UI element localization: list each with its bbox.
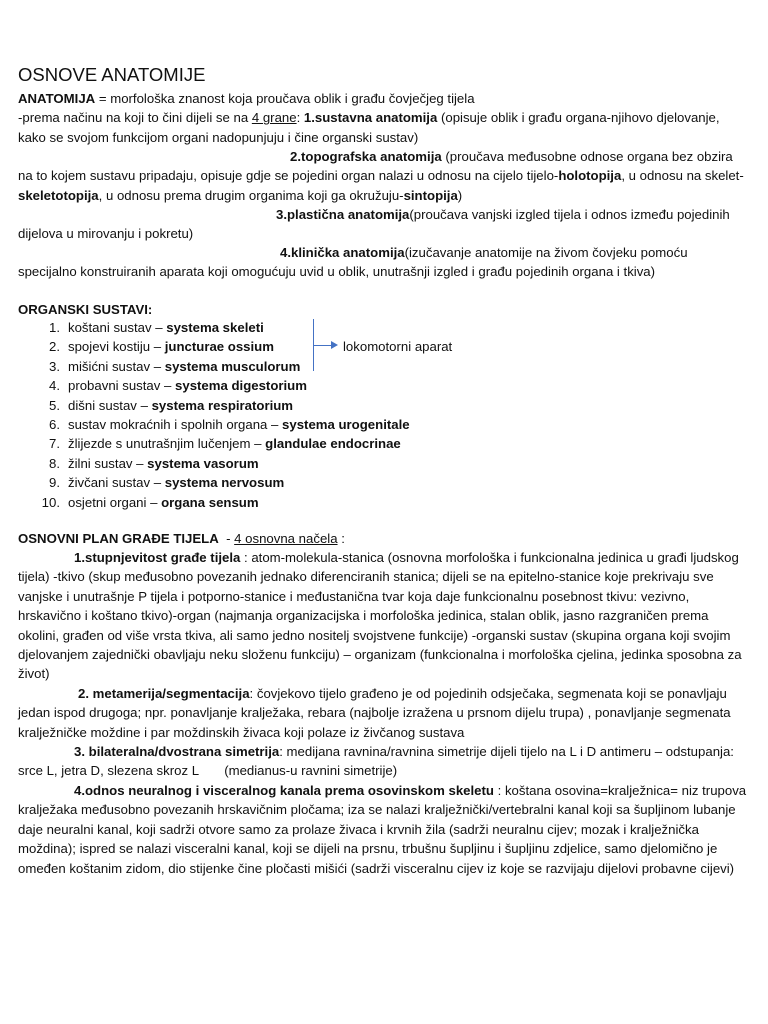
branch3-paragraph — [18, 205, 748, 244]
branches-count: 4 grane — [251, 110, 297, 126]
list-number: 1. — [49, 320, 60, 335]
organ-latin-name: systema digestorium — [175, 378, 307, 394]
branches-intro: -prema načinu na koji to čini dijeli se na — [18, 110, 252, 126]
principle4-paragraph — [18, 781, 748, 878]
organ-latin-name: systema nervosum — [164, 475, 285, 491]
principle2-name: 2. metamerija/segmentacija — [78, 686, 250, 701]
principle4-text: : koštana osovina=kralježnica= niz trupova kralježaka međusobno povezanih hrskavičnim pločama; iza se nalazi kralježnički/vertebralni kanal koji sa šupljinom lubanje daje neuralni kanal, koji sadrži otvore samo za prolaze živaca i krvnih žila (sadrži neuralnu cijev; mozak i kralježnička moždina); ispred se nalazi visceralni kanal, koji se dijeli na prsnu, trbušnu šupljinu i šupljinu zdjelice, samo djelomično je omeđen koštanim zidom, dio stijenke čine pločasti mišići (sadrži visceralnu cijev iz koje se razvijaju dijelovi probavne cijevi) — [18, 783, 747, 876]
branch3-name: 3.plastična anatomija — [276, 207, 410, 222]
branch1-text: (opisuje oblik i građu organa-njihovo djelovanje, kako se svojom funkcijom organi nadopunjuju i čine organski sustav) — [18, 110, 720, 145]
branch2-name: 2.topografska anatomija — [290, 149, 442, 164]
branch2-text-d: ) — [457, 187, 463, 203]
organ-latin-name: systema respiratorium — [151, 397, 294, 413]
holotopija-term: holotopija — [558, 168, 622, 184]
body-plan-principles-count: 4 osnovna načela — [234, 531, 338, 546]
skeletotopija-term: skeletotopija — [18, 187, 99, 203]
organ-latin-name: systema urogenitale — [282, 416, 410, 432]
organ-latin-name: systema skeleti — [166, 320, 264, 335]
branch2-paragraph — [18, 147, 748, 205]
organ-name: mišićni sustav – — [68, 358, 165, 374]
list-item — [36, 396, 410, 415]
principle2-text: : čovjekovo tijelo građeno je od pojedinih odsječaka, segmenata koji se ponavljaju jedan ispod drugoga; npr. ponavljanje kralježaka, rebara (najbolje izražena u prsnom dijelu trupa) , ponavljanje segmenata kralježničke moždine i par moždinskih živaca koji polaze iz živčanog sustava — [18, 686, 731, 740]
branch2-text-c: , u odnosu prema drugim organima koji ga okružuju- — [98, 187, 404, 203]
branches-colon: : — [296, 110, 304, 126]
organ-latin-name: glandulae endocrinae — [265, 436, 401, 452]
list-item — [36, 318, 410, 337]
list-number: 4. — [49, 378, 60, 394]
organ-name: živčani sustav – — [68, 475, 165, 491]
locomotor-label: lokomotorni aparat — [343, 339, 453, 354]
organ-name: dišni sustav – — [68, 397, 152, 413]
list-item — [36, 473, 410, 492]
body-plan-heading-text: OSNOVNI PLAN GRAĐE TIJELA — [18, 531, 219, 546]
organ-latin-name: organa sensum — [161, 494, 259, 510]
list-number: 6. — [49, 416, 60, 432]
branch2-text-a: (proučava međusobne odnose organa bez obzira na to kojem sustavu pripadaju, opisuje gdje se pojedini organ nalazi u odnosu na cijelo tijelo- — [18, 149, 733, 184]
principle3-name: 3. bilateralna/dvostrana simetrija — [74, 744, 280, 759]
organ-systems-heading-text: ORGANSKI SUSTAVI: — [18, 302, 153, 317]
principle4-name: 4.odnos neuralnog i visceralnog kanala prema osovinskom skeletu — [74, 783, 494, 798]
anatomy-definition — [18, 89, 748, 147]
branch1-name: 1.sustavna anatomija — [303, 110, 438, 126]
organ-name: žilni sustav – — [68, 455, 148, 471]
branch4-paragraph — [18, 243, 748, 282]
list-item — [36, 376, 410, 395]
branch2-text-b: , u odnosu na skelet- — [621, 168, 744, 184]
principle3-paragraph — [18, 742, 748, 781]
anatomy-definition-text: = morfološka znanost koja proučava oblik i građu čovječjeg tijela — [95, 91, 475, 106]
body-plan-heading-colon: : — [337, 531, 345, 546]
organ-latin-name: systema vasorum — [147, 455, 259, 471]
list-item — [36, 493, 410, 512]
list-item — [36, 357, 410, 376]
list-number: 5. — [49, 397, 60, 413]
principle2-paragraph — [18, 684, 748, 742]
body-plan-heading — [18, 529, 345, 548]
organ-name: spojevi kostiju – — [68, 339, 165, 355]
branch3-text: (proučava vanjski izgled tijela i odnos između pojedinih dijelova u mirovanju i pokretu) — [18, 207, 730, 242]
organ-name: sustav mokraćnih i spolnih organa – — [68, 416, 283, 432]
list-number: 9. — [49, 475, 60, 491]
branch4-name: 4.klinička anatomija — [280, 245, 405, 260]
page-title: OSNOVE ANATOMIJE — [18, 64, 206, 85]
principle1-name: 1.stupnjevitost građe tijela — [74, 550, 241, 565]
organ-name: probavni sustav – — [68, 378, 176, 394]
list-item — [36, 434, 410, 453]
list-number: 3. — [49, 358, 60, 374]
organ-name: osjetni organi – — [68, 494, 162, 510]
body-plan-heading-sep: - — [218, 531, 235, 546]
sintopija-term: sintopija — [403, 187, 458, 203]
organ-latin-name: juncturae ossium — [164, 339, 274, 355]
principle1-paragraph — [18, 548, 748, 684]
list-item — [36, 454, 410, 473]
list-item — [36, 415, 410, 434]
list-number: 8. — [49, 455, 60, 471]
organ-name: žlijezde s unutrašnjim lučenjem – — [68, 436, 266, 452]
anatomy-term: ANATOMIJA — [18, 91, 96, 106]
list-number: 10. — [41, 494, 60, 510]
organ-latin-name: systema musculorum — [164, 358, 301, 374]
list-number: 2. — [49, 339, 60, 355]
principle3-text: : medijana ravnina/ravnina simetrije dijeli tijelo na L i D antimeru – odstupanja: srce L, jetra D, slezena skroz L (medianus-u ravnini simetrije) — [18, 744, 738, 779]
arrow-right-icon — [331, 341, 338, 349]
organ-name: koštani sustav – — [68, 320, 167, 335]
list-number: 7. — [49, 436, 60, 452]
principle1-text: : atom-molekula-stanica (osnovna morfološka i funkcionalna jedinica u građi ljudskog tijela) -tkivo (skup međusobno povezanih jednako diferenciranih stanica; dijeli se na epitelno-stanice koje prekrivaju sve vanjske i unutrašnje P tijela i potporno-stanice i međustanična tvar koja daje funkcionalnu posebnost tkivu: vezivno, hrskavično i koštano tkivo)-organ (najmanja organizacijska i morfološka jedinica, stalan oblik, jasno razgraničen prema okolini, građen od više vrsta tkiva, ali samo jedno nositelj svojstvene funkcije) -organski sustav (skupina organa koji svojim djelovanjem zajednički obavljaju neku složenu funkciju) – organizam (funkcionalna i morfološka cjelina, jedinka sposobna za život) — [18, 550, 742, 682]
organ-systems-heading — [18, 300, 152, 319]
arrow-line — [314, 345, 332, 346]
branch4-text: (izučavanje anatomije na živom čovjeku pomoću specijalno konstruiranih aparata koji omogućuju uvid u oblik, unutrašnji izgled i građu pojedinih organa i tkiva) — [18, 245, 688, 280]
